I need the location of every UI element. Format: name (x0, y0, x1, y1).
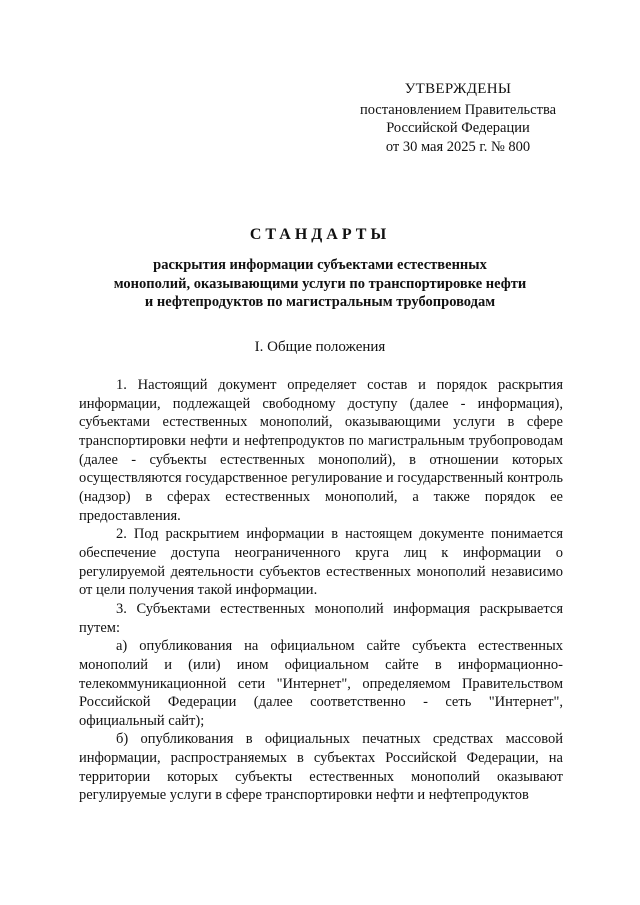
approval-line: постановлением Правительства (359, 101, 557, 118)
paragraph: б) опубликования в официальных печатных средствах массовой информации, распространяемых в субъектах Российской Федерации, на территории которых субъекты естественных монополий оказывают регулируемые услуги в сфере транспортировки нефти и нефтепродуктов (79, 731, 563, 804)
paragraph: 1. Настоящий документ определяет состав и порядок раскрытия информации, подлежащей свободному доступу (далее - информация), субъектами естественных монополий, оказывающими услуги в сфере транспортировки нефти и нефтепродуктов по магистральным трубопроводам (далее - субъекты естественных монополий), в отношении которых осуществляются государственное регулирование и государственный контроль (надзор) в сферах естественных монополий, а также порядок ее предоставления. (79, 377, 563, 524)
subtitle-line: и нефтепродуктов по магистральным трубопроводам (144, 294, 496, 310)
document-body (79, 376, 563, 805)
document-title-block (80, 226, 560, 312)
section-heading: I. Общие положения (254, 339, 386, 355)
approval-heading: УТВЕРЖДЕНЫ (404, 81, 512, 97)
subtitle-line: раскрытия информации субъектами естественных (153, 257, 487, 273)
approval-line: Российской Федерации (386, 120, 530, 136)
paragraph: а) опубликования на официальном сайте субъекта естественных монополий и (или) ином официальном сайте в информационно-телекоммуникационной сети "Интернет", определяемом Правительством Российской Федерации (далее соответственно - сеть "Интернет", официальный сайт); (79, 638, 563, 729)
approval-stamp (338, 80, 578, 156)
paragraph: 3. Субъектами естественных монополий информация раскрывается путем: (79, 600, 563, 636)
subtitle-line: монополий, оказывающими услуги по транспортировке нефти (113, 275, 527, 292)
document-title: СТАНДАРТЫ (249, 226, 391, 243)
document-subtitle (80, 256, 560, 312)
paragraph: 2. Под раскрытием информации в настоящем документе понимается обеспечение доступа неограниченного круга лиц к информации о регулируемой деятельности субъектов естественных монополий независимо от цели получения такой информации. (79, 526, 563, 599)
approval-date: от 30 мая 2025 г. № 800 (385, 138, 531, 155)
